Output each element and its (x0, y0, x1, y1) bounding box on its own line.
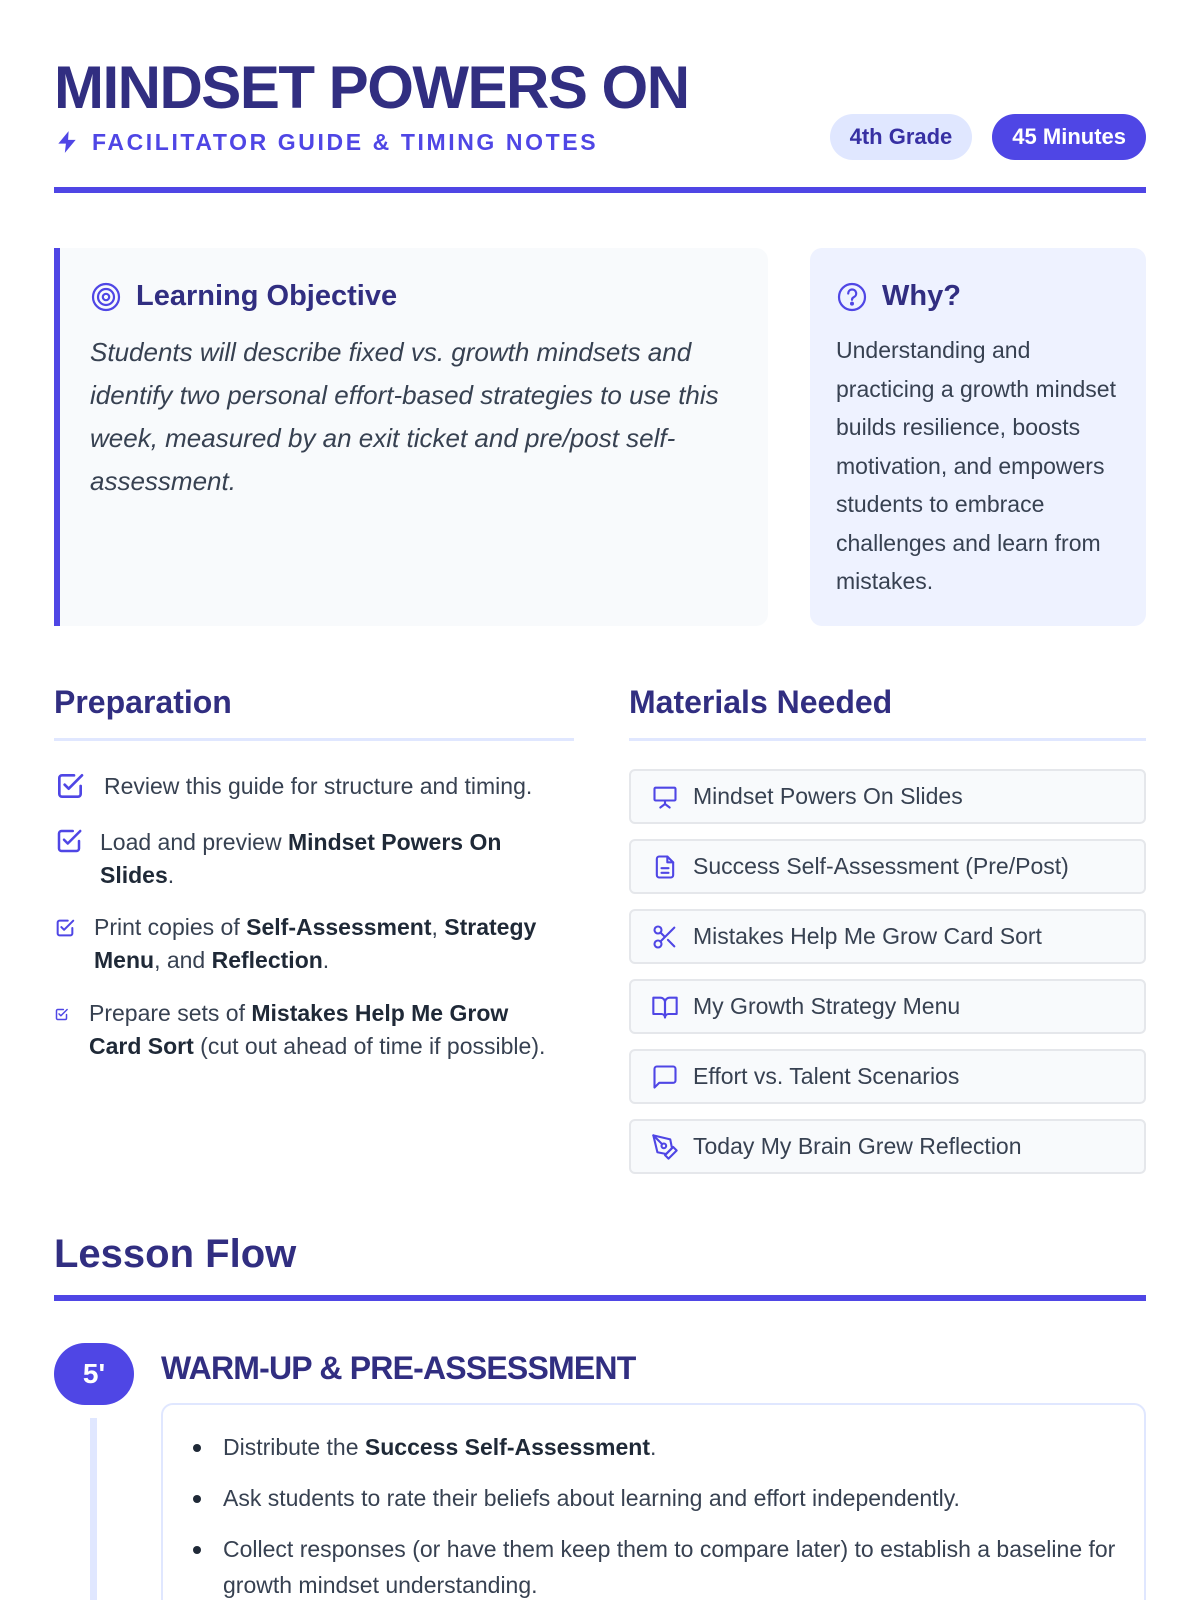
question-circle-icon (836, 281, 868, 313)
prep-item-text: , (431, 914, 445, 940)
step-title: WARM-UP & PRE-ASSESSMENT (161, 1350, 636, 1386)
material-item (629, 769, 1146, 824)
bullet-text: Ask students to rate their beliefs about learning and effort independently. (223, 1485, 960, 1511)
material-item (629, 1049, 1146, 1104)
materials-divider (629, 738, 1146, 741)
bullet-text: Distribute the (223, 1434, 365, 1460)
prep-item-text: Print copies of (94, 914, 247, 940)
lesson-flow-divider (54, 1295, 1146, 1301)
material-item (629, 1119, 1146, 1174)
step-time-badge: 5' (54, 1343, 134, 1405)
timeline-line (90, 1418, 97, 1600)
duration-badge: 45 Minutes (992, 114, 1146, 160)
objective-text: Students will describe fixed vs. growth mindsets and identify two personal effort-based strategies to use this week, measured by an exit ticket and pre/post self-assessment. (90, 337, 719, 496)
lesson-flow-heading: Lesson Flow (54, 1232, 297, 1276)
prep-item-text: , and (154, 947, 212, 973)
grade-badge: 4th Grade (830, 114, 973, 160)
prep-item-text: Load and preview (100, 829, 288, 855)
chat-bubble-icon (651, 1063, 679, 1091)
step-bullet (191, 1429, 1116, 1465)
step-details-card (161, 1403, 1146, 1600)
bullet-emphasis: Success Self-Assessment (364, 1434, 651, 1460)
material-label: Success Self-Assessment (Pre/Post) (693, 853, 1069, 879)
subtitle-text: FACILITATOR GUIDE & TIMING NOTES (92, 128, 599, 155)
checkbox-checked-icon (54, 917, 76, 939)
prep-item-emphasis: Self-Assessment (246, 914, 432, 940)
step-bullet (191, 1480, 1116, 1516)
prep-item-emphasis: Mistakes Help Me Grow Card Sort (89, 1000, 509, 1059)
header-divider (54, 187, 1146, 193)
document-icon (651, 853, 679, 881)
lesson-badges (830, 114, 1146, 160)
prep-item-text: Prepare sets of (89, 1000, 252, 1026)
why-heading: Why? (882, 280, 961, 312)
prep-item (54, 826, 574, 892)
checkbox-checked-icon (54, 770, 86, 802)
scissors-icon (651, 923, 679, 951)
material-label: Effort vs. Talent Scenarios (693, 1063, 960, 1089)
target-icon (90, 281, 122, 313)
prep-item-text: Review this guide for structure and timing. (104, 773, 533, 799)
material-label: My Growth Strategy Menu (693, 993, 961, 1019)
preparation-heading: Preparation (54, 684, 232, 720)
learning-objective-card (54, 248, 768, 626)
prep-item-emphasis: Mindset Powers On Slides (100, 829, 502, 888)
material-item (629, 909, 1146, 964)
prep-item (54, 911, 574, 977)
material-label: Mindset Powers On Slides (693, 783, 963, 809)
material-item (629, 839, 1146, 894)
lightning-bolt-icon (54, 129, 80, 155)
why-text: Understanding and practicing a growth mindset builds resilience, boosts motivation, and empowers students to embrace challenges and learn from mistakes. (836, 337, 1116, 594)
prep-item-text: (cut out ahead of time if possible). (193, 1033, 546, 1059)
why-card (810, 248, 1146, 626)
objective-heading: Learning Objective (136, 280, 398, 312)
presentation-icon (651, 783, 679, 811)
step-bullet-list (191, 1429, 1116, 1600)
materials-heading: Materials Needed (629, 684, 893, 720)
prep-item-emphasis: Strategy Menu (94, 914, 537, 973)
checkbox-checked-icon (54, 1007, 69, 1022)
prep-item-emphasis: Reflection (211, 947, 323, 973)
material-item (629, 979, 1146, 1034)
step-bullet (191, 1531, 1116, 1600)
bullet-text: . (650, 1434, 657, 1460)
prep-item (54, 997, 549, 1063)
preparation-divider (54, 738, 574, 741)
facilitator-guide-page (54, 0, 1146, 1600)
prep-item-text: . (322, 947, 330, 973)
book-open-icon (651, 993, 679, 1021)
material-label: Today My Brain Grew Reflection (693, 1133, 1022, 1159)
material-label: Mistakes Help Me Grow Card Sort (693, 923, 1042, 949)
bullet-text: Collect responses (or have them keep them to compare later) to establish a baseline for growth mindset understanding. (223, 1536, 1116, 1598)
pen-tool-icon (651, 1133, 679, 1161)
checkbox-checked-icon (54, 826, 84, 856)
prep-item-text: . (167, 862, 175, 888)
prep-item (54, 770, 574, 803)
page-subtitle (54, 128, 598, 156)
page-title: MINDSET POWERS ON (54, 54, 689, 121)
